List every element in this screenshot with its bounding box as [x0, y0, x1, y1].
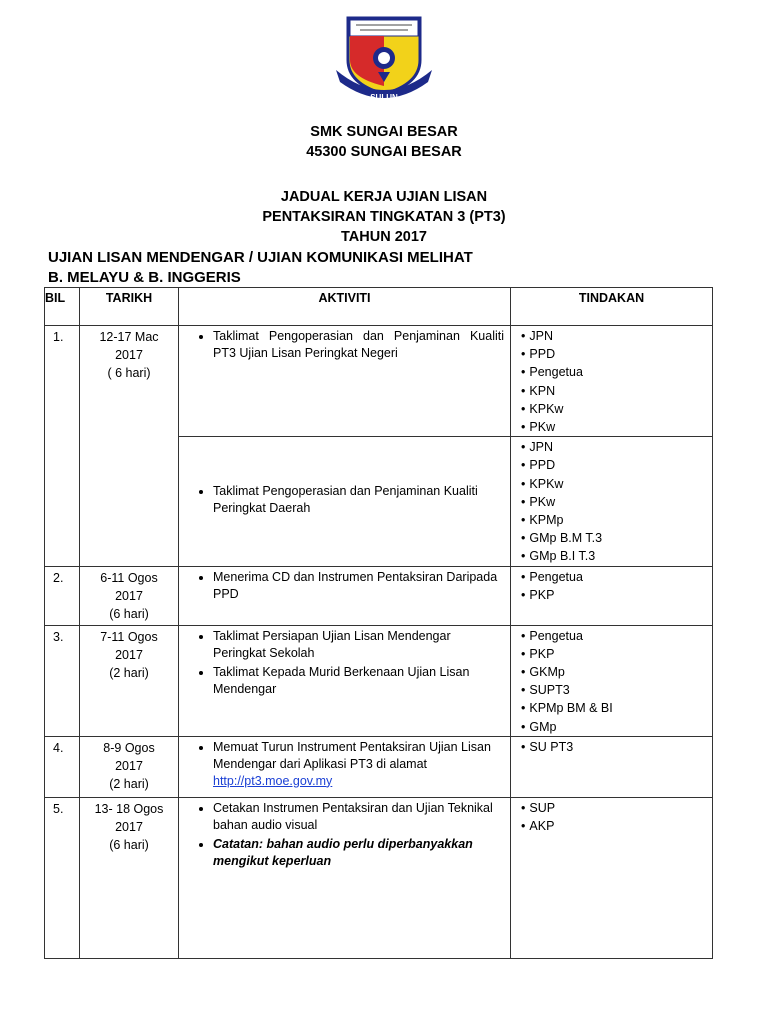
header-bil: BIL: [45, 288, 80, 326]
row-tindakan: [511, 326, 713, 437]
row-tarikh: [80, 625, 179, 736]
tarikh-line: 2017: [115, 758, 143, 773]
aktiviti-item: • Taklimat Kepada Murid Berkenaan Ujian Lisan Mendengar: [213, 664, 504, 698]
tindakan-item: • SU PT3: [521, 738, 712, 756]
aktiviti-item: • Menerima CD dan Instrumen Pentaksiran Daripada PPD: [213, 569, 504, 603]
table-row: [45, 797, 713, 958]
aktiviti-note: • Catatan: bahan audio perlu diperbanyakkan mengikut keperluan: [213, 836, 504, 870]
row-tindakan: [511, 625, 713, 736]
tindakan-item: • PPD: [521, 345, 712, 363]
tarikh-line: 2017: [115, 819, 143, 834]
tindakan-item: • PKw: [521, 493, 712, 511]
row-aktiviti: [179, 736, 511, 797]
tarikh-line: (2 hari): [109, 665, 149, 680]
tindakan-item: • Pengetua: [521, 568, 712, 586]
row-tarikh: [80, 566, 179, 625]
aktiviti-item: • Taklimat Pengoperasian dan Penjaminan Kualiti PT3 Ujian Lisan Peringkat Negeri: [213, 328, 504, 362]
schedule-table: [44, 287, 713, 959]
tindakan-item: • SUP: [521, 799, 712, 817]
document-title: JADUAL KERJA UJIAN LISAN: [280, 189, 488, 205]
row-bil: 1.: [45, 326, 80, 567]
tarikh-line: 2017: [115, 588, 143, 603]
document-subtitle-2: B. MELAYU & B. INGGERIS: [48, 269, 241, 286]
tarikh-line: (6 hari): [109, 837, 149, 852]
tarikh-line: 13- 18 Ogos: [94, 801, 164, 816]
aktiviti-item: • Taklimat Pengoperasian dan Penjaminan Kualiti Peringkat Daerah: [213, 483, 504, 517]
row-tindakan: [511, 736, 713, 797]
school-name: SMK SUNGAI BESAR: [310, 124, 458, 140]
row-tindakan: [511, 566, 713, 625]
tindakan-item: • GKMp: [521, 663, 712, 681]
row-tarikh: [80, 326, 179, 567]
tarikh-line: 2017: [115, 348, 143, 362]
row-bil: 5.: [45, 797, 80, 958]
tindakan-item: • PKP: [521, 586, 712, 604]
row-bil: 3.: [45, 625, 80, 736]
aktiviti-item: • Cetakan Instrumen Pentaksiran dan Ujian Teknikal bahan audio visual: [213, 800, 504, 834]
tindakan-item: • Pengetua: [521, 627, 712, 645]
row-aktiviti: [179, 797, 511, 958]
tarikh-line: 12-17 Mac: [99, 330, 159, 344]
tindakan-item: • PKw: [521, 418, 712, 436]
aktiviti-item: • Taklimat Persiapan Ujian Lisan Mendengar Peringkat Sekolah: [213, 628, 504, 662]
tarikh-line: (2 hari): [109, 776, 149, 791]
row-aktiviti: [179, 437, 511, 566]
tindakan-item: • GMp: [521, 718, 712, 736]
tarikh-line: (6 hari): [109, 606, 149, 621]
table-row: [45, 625, 713, 736]
tarikh-line: ( 6 hari): [107, 366, 151, 380]
tarikh-line: 8-9 Ogos: [103, 740, 155, 755]
school-crest-logo: [334, 14, 434, 106]
tindakan-item: • KPKw: [521, 475, 712, 493]
tindakan-item: • KPN: [521, 382, 712, 400]
row-bil: 2.: [45, 566, 80, 625]
tindakan-item: • Pengetua: [521, 363, 712, 381]
tindakan-item: • JPN: [521, 327, 712, 345]
header-tarikh: TARIKH: [80, 288, 179, 326]
school-address: 45300 SUNGAI BESAR: [306, 144, 462, 160]
header-aktiviti: AKTIVITI: [179, 288, 511, 326]
tindakan-item: • PKP: [521, 645, 712, 663]
document-subtitle: UJIAN LISAN MENDENGAR / UJIAN KOMUNIKASI MELIHAT: [48, 249, 473, 266]
row-tarikh: [80, 736, 179, 797]
table-header-row: [45, 288, 713, 326]
tindakan-item: • KPMp BM & BI: [521, 699, 712, 717]
aktiviti-item: [213, 739, 504, 790]
crest-motto: SULUN: [370, 93, 398, 102]
row-aktiviti: [179, 566, 511, 625]
document-title-2: PENTAKSIRAN TINGKATAN 3 (PT3): [262, 209, 506, 225]
tindakan-item: • GMp B.M T.3: [521, 529, 712, 547]
tindakan-item: • SUPT3: [521, 681, 712, 699]
document-year: TAHUN 2017: [341, 229, 427, 245]
pt3-portal-link[interactable]: http://pt3.moe.gov.my: [213, 773, 333, 788]
tindakan-item: • KPMp: [521, 511, 712, 529]
tarikh-line: 7-11 Ogos: [100, 629, 158, 644]
table-row: [45, 736, 713, 797]
aktiviti-text: Memuat Turun Instrument Pentaksiran Ujian Lisan Mendengar dari Aplikasi PT3 di alamat: [213, 739, 491, 771]
row-tarikh: [80, 797, 179, 958]
tarikh-line: 6-11 Ogos: [100, 570, 158, 585]
tindakan-item: • GMp B.I T.3: [521, 547, 712, 565]
row-bil: 4.: [45, 736, 80, 797]
table-row: [45, 566, 713, 625]
row-tindakan: [511, 437, 713, 566]
table-row: [45, 326, 713, 437]
row-aktiviti: [179, 326, 511, 437]
tindakan-item: • JPN: [521, 438, 712, 456]
tarikh-line: 2017: [115, 647, 143, 662]
tindakan-item: • PPD: [521, 456, 712, 474]
header-tindakan: TINDAKAN: [511, 288, 713, 326]
row-tindakan: [511, 797, 713, 958]
row-aktiviti: [179, 625, 511, 736]
tindakan-item: • KPKw: [521, 400, 712, 418]
tindakan-item: • AKP: [521, 817, 712, 835]
